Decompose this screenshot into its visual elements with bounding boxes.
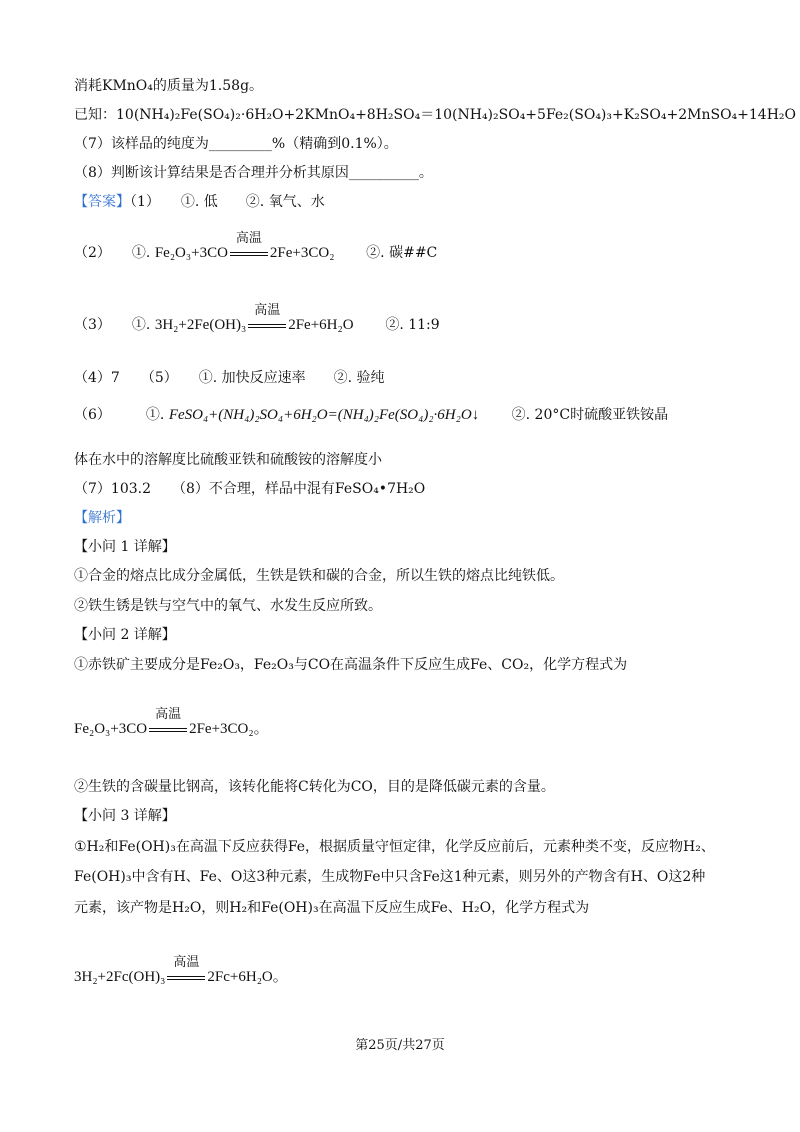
text-line: Fe(OH)₃中含有H、Fe、O这3种元素，生成物Fe中只含Fe这1种元素，则另外的产物含有H、O这2种 — [74, 869, 706, 885]
eq-left: Fe₂O₃+3CO — [154, 245, 228, 261]
equation-fe2o3 — [154, 230, 338, 261]
eq-right: 2Fe+6H₂O — [288, 317, 354, 333]
condition-label: 高温 — [155, 706, 182, 721]
section-heading: 【小问 1 详解】 — [74, 539, 176, 555]
double-bar — [167, 976, 205, 980]
eq-end: 。 — [253, 721, 269, 737]
text-line: ②铁生锈是铁与空气中的氧气、水发生反应所致。 — [74, 598, 382, 614]
answer-line-45: （4）7 （5） ①. 加快反应速率 ②. 验纯 — [74, 370, 385, 386]
answer-line-3 — [74, 302, 440, 334]
eq-left: 3H₂+2Fe(OH)₃ — [154, 317, 247, 333]
answer-line-2 — [74, 230, 438, 262]
double-bar — [248, 324, 286, 328]
answer-1: （1） ①. 低 ②. 氧气、水 — [130, 194, 325, 210]
reaction-condition — [149, 706, 187, 738]
equation-line — [74, 706, 269, 738]
question-7: （7）该样品的纯度为_________%（精确到0.1%）。 — [74, 136, 398, 152]
equation-h2-repeat — [74, 954, 288, 985]
equation-line — [74, 954, 288, 986]
text-line: 元素，该产物是H₂O，则H₂和Fe(OH)₃在高温下反应生成Fe、H₂O，化学方程式为 — [74, 900, 590, 916]
analysis-label: 【解析】 — [74, 510, 130, 526]
text-line: ①合金的熔点比成分金属低，生铁是铁和碳的合金，所以生铁的熔点比纯铁低。 — [74, 568, 564, 584]
answer-line-78: （7）103.2 （8）不合理，样品中混有FeSO₄•7H₂O — [74, 481, 426, 497]
answer-line-6 — [74, 406, 668, 424]
section-heading: 【小问 3 详解】 — [74, 808, 176, 824]
answer-3-num: （3） ①. — [74, 317, 151, 333]
double-bar — [149, 728, 187, 732]
text-line: 体在水中的溶解度比硫酸亚铁和硫酸铵的溶解度小 — [74, 452, 382, 468]
equation-feso4: FeSO₄+(NH₄)₂SO₄+6H₂O=(NH₄)₂Fe(SO₄)₂·6H₂O↓ — [168, 407, 480, 423]
answer-3-tail: ②. 11:9 — [357, 317, 440, 333]
answer-6-tail: ②. 20°C时硫酸亚铁铵晶 — [483, 407, 669, 423]
eq-end: 。 — [272, 969, 288, 985]
equation-fe2o3-repeat — [74, 706, 269, 737]
reaction-condition — [230, 230, 268, 262]
answer-line-1 — [74, 193, 325, 211]
reaction-condition — [248, 302, 286, 334]
condition-label: 高温 — [173, 954, 200, 969]
text-line: ①H₂和Fe(OH)₃在高温下反应获得Fe，根据质量守恒定律，化学反应前后，元素种类不变，反应物H₂、 — [74, 839, 715, 855]
page-footer: 第25页/共27页 — [355, 1038, 445, 1053]
text-line: ①赤铁矿主要成分是Fe₂O₃，Fe₂O₃与CO在高温条件下反应生成Fe、CO₂，化学方程式为 — [74, 657, 628, 673]
eq-right: 2Fe+3CO₂ — [189, 721, 254, 737]
eq-left: Fe₂O₃+3CO — [74, 721, 148, 737]
double-bar — [230, 252, 268, 256]
eq-right: 2Fc+6H₂O — [207, 969, 273, 985]
question-8: （8）判断该计算结果是否合理并分析其原因__________。 — [74, 165, 433, 181]
condition-label: 高温 — [254, 302, 281, 317]
answer-2-tail: ②. 碳##C — [338, 245, 438, 261]
answer-2-num: （2） ①. — [74, 245, 151, 261]
text-line: 消耗KMnO₄的质量为1.58g。 — [74, 78, 264, 94]
reaction-condition — [167, 954, 205, 986]
eq-right: 2Fe+3CO₂ — [269, 245, 335, 261]
eq-left: 3H₂+2Fc(OH)₃ — [74, 969, 166, 985]
answer-label: 【答案】 — [74, 194, 130, 210]
condition-label: 高温 — [235, 230, 262, 245]
text-line: ②生铁的含碳量比钢高，该转化能将C转化为CO，目的是降低碳元素的含量。 — [74, 779, 555, 795]
section-heading: 【小问 2 详解】 — [74, 627, 176, 643]
answer-6-num: （6） ①. — [74, 407, 165, 423]
equation-h2 — [154, 302, 358, 333]
text-line: 已知：10(NH₄)₂Fe(SO₄)₂·6H₂O+2KMnO₄+8H₂SO₄＝10(NH₄)₂SO₄+5Fe₂(SO₄)₃+K₂SO₄+2MnSO₄+14H₂O — [74, 107, 797, 123]
